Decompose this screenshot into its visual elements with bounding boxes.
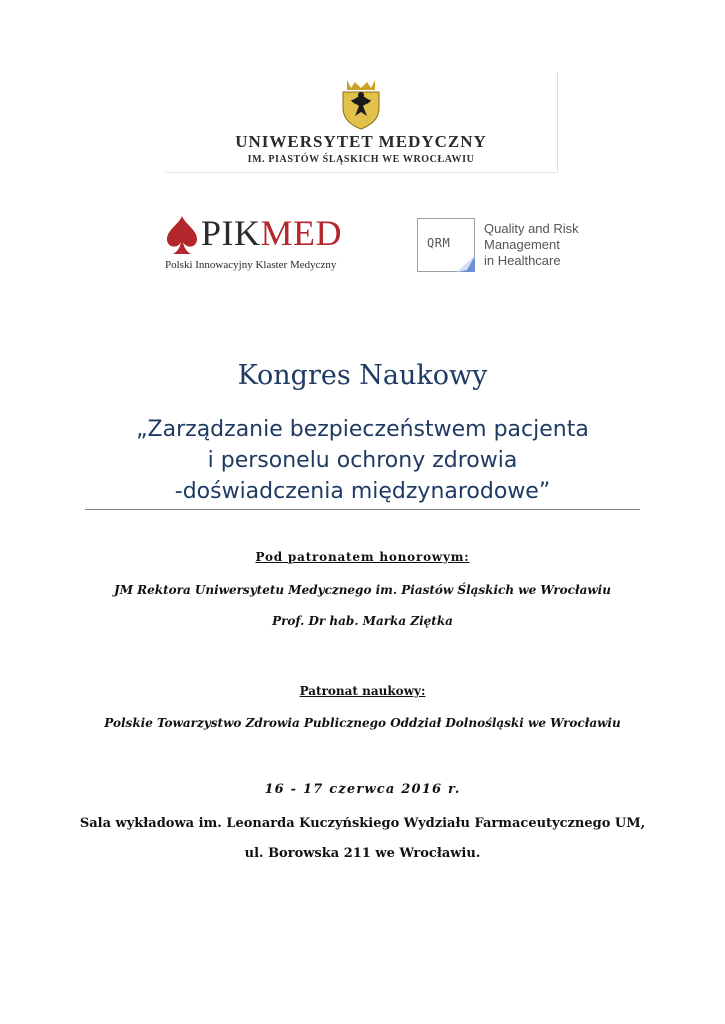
honorary-line-2: Prof. Dr hab. Marka Ziętka	[272, 614, 453, 628]
event-address: ul. Borowska 211 we Wrocławiu.	[244, 846, 481, 861]
qrm-tagline	[484, 221, 579, 269]
qrm-line-2: Management	[484, 237, 560, 252]
page-curl-icon	[457, 256, 475, 272]
honorary-heading	[0, 550, 725, 564]
event-date-text: 16 - 17 czerwca 2016 r.	[264, 782, 461, 797]
subtitle-line-3: -doświadczenia międzynarodowe”	[174, 479, 551, 504]
qrm-logo	[417, 218, 617, 278]
university-name: UNIWERSYTET MEDYCZNY	[235, 132, 487, 151]
university-crest-icon	[337, 78, 385, 130]
scientific-heading	[0, 684, 725, 698]
university-logo	[165, 72, 558, 173]
pikmed-subtitle: Polski Innowacyjny Klaster Medyczny	[165, 259, 337, 271]
pikmed-wordmark	[201, 212, 342, 254]
qrm-line-3: in Healthcare	[484, 253, 561, 268]
pikmed-word-pik: PIK	[201, 213, 261, 253]
university-subname: IM. PIASTÓW ŚLĄSKICH WE WROCŁAWIU	[247, 154, 475, 165]
spade-icon	[165, 214, 199, 258]
event-date	[0, 782, 725, 797]
qrm-box-text: QRM	[427, 236, 451, 250]
scientific-heading-text: Patronat naukowy:	[299, 684, 426, 698]
pikmed-logo	[163, 212, 363, 274]
pikmed-word-med: MED	[260, 213, 343, 253]
subtitle-line-2: i personelu ochrony zdrowia	[207, 448, 518, 473]
event-venue: Sala wykładowa im. Leonarda Kuczyńskiego Wydziału Farmaceutycznego UM,	[79, 816, 646, 831]
honorary-line-1: JM Rektora Uniwersytetu Medycznego im. Piastów Śląskich we Wrocławiu	[114, 583, 611, 597]
subtitle-line-1: „Zarządzanie bezpieczeństwem pacjenta	[136, 417, 589, 442]
congress-title: Kongres Naukowy	[237, 360, 488, 391]
scientific-line-1: Polskie Towarzystwo Zdrowia Publicznego Oddział Dolnośląski we Wrocławiu	[104, 716, 621, 730]
title-divider	[85, 509, 640, 510]
qrm-line-1: Quality and Risk	[484, 221, 579, 236]
honorary-heading-text: Pod patronatem honorowym:	[255, 550, 470, 564]
congress-subtitle	[0, 414, 725, 507]
